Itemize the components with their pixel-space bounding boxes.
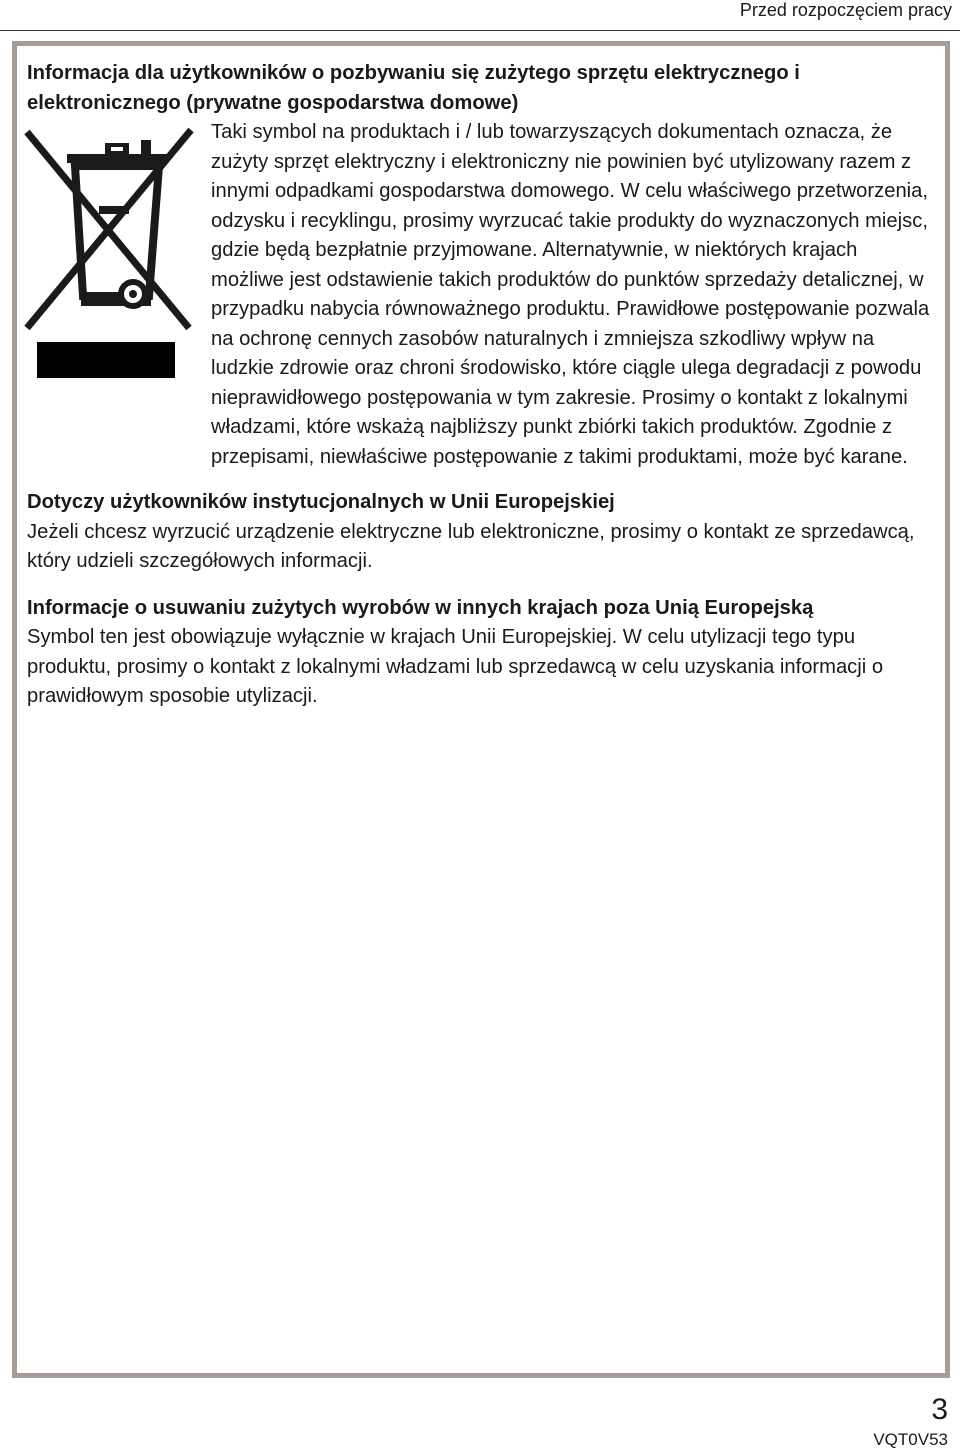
section1-heading: Informacja dla użytkowników o pozbywaniu się zużytego sprzętu elektrycznego i elektronicznego (prywatne gospodarstwa domowe) bbox=[27, 62, 800, 114]
running-header: Przed rozpoczęciem pracy bbox=[739, 0, 952, 20]
section2-heading: Dotyczy użytkowników instytucjonalnych w Unii Europejskiej bbox=[27, 491, 615, 513]
section3-body: Symbol ten jest obowiązuje wyłącznie w krajach Unii Europejskiej. W celu utylizacji tego typu produktu, prosimy o kontakt z lokalnymi władzami lub sprzedawcą w celu uzyskania informacji o prawidłowym sposobie utylizacji. bbox=[27, 626, 884, 707]
section1-body: Taki symbol na produktach i / lub towarzyszących dokumentach oznacza, że zużyty sprzęt elektryczny i elektroniczny nie powinien być utylizowany razem z innymi odpadkami gospodarstwa domowego. W celu właściwego przetworzenia, odzysku i recyklingu, prosimy wyrzucać takie produkty do wyznaczonych miejsc, gdzie będą bezpłatnie przyjmowane. Alternatywnie, w niektórych krajach możliwe jest odstawienie takich produktów do punktów sprzedaży detalicznej, w przypadku nabycia równoważnego produktu. Prawidłowe postępowanie pozwala na ochronę cennych zasobów naturalnych i zmniejsza szkodliwy wpływ na ludzkie zdrowie oraz chroni środowisko, które ciągle ulega degradacji z powodu nieprawidłowego postępowania w tym zakresie. Prosimy o kontakt z lokalnymi władzami, które wskażą najbliższy punkt zbiórki takich produktów. Zgodnie z przepisami, niewłaściwe postępowanie z takimi produktami, może być karane. bbox=[211, 121, 930, 468]
page-number: 3 bbox=[931, 1393, 948, 1426]
header-divider bbox=[0, 30, 960, 31]
section3 bbox=[27, 594, 932, 712]
section2 bbox=[27, 488, 932, 577]
weee-symbol bbox=[23, 118, 211, 458]
section2-body: Jeżeli chcesz wyrzucić urządzenie elektryczne lub elektroniczne, prosimy o kontakt ze sprzedawcą, który udzieli szczegółowych informacji. bbox=[27, 520, 915, 572]
notice-content bbox=[27, 59, 932, 712]
section3-heading: Informacje o usuwaniu zużytych wyrobów w innych krajach poza Unią Europejską bbox=[27, 596, 814, 619]
document-code: VQT0V53 bbox=[873, 1430, 948, 1449]
crossed-out-wheeled-bin-icon bbox=[23, 118, 211, 458]
